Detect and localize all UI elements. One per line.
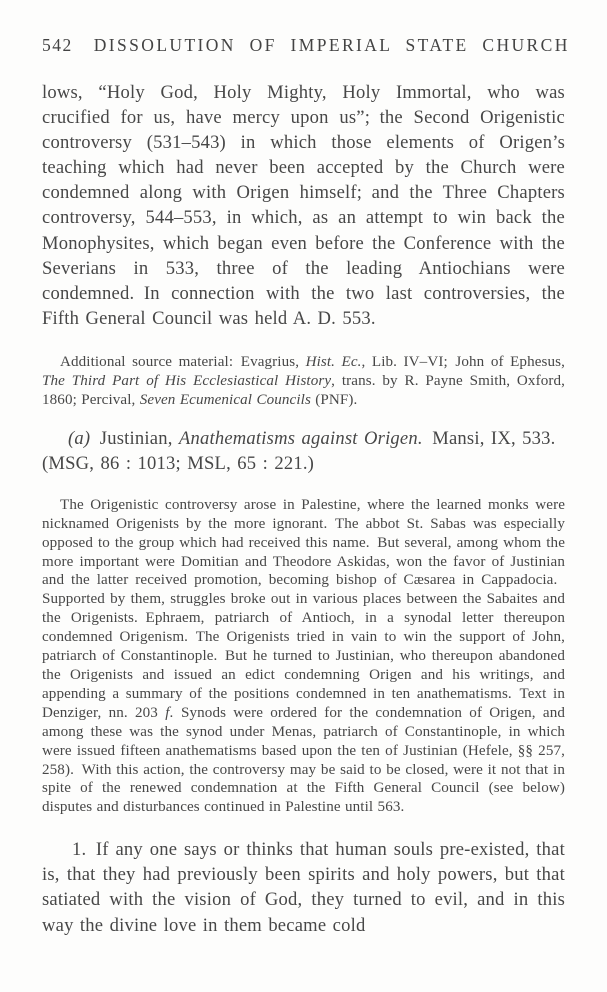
italic-text-run: The Third Part of His Ecclesiastical History	[42, 372, 332, 389]
section-heading	[42, 426, 565, 476]
italic-text-run: Hist. Ec.	[305, 353, 362, 370]
text-run: , Lib. IV–VI; John of Ephesus,	[361, 353, 565, 370]
source-note	[42, 353, 565, 410]
running-title: DISSOLUTION OF IMPERIAL STATE CHURCH	[93, 35, 570, 55]
page-header	[42, 35, 570, 56]
text-run: The Origenistic controversy arose in Palestine, where the learned monks were nicknamed Origenists by the more ignorant. The abbot St. Sabas was especially opposed to the group which had received this name. But several, among whom the more important were Domitian and Theodore Askidas, won the favor of Justinian and the latter received promotion, becoming bishop of Cæsarea in Cappadocia. Supported by them, struggles broke out in various places between the Sabaites and the Origenists. Ephraem, patriarch of Antioch, in a synodal letter thereupon condemned Origenism. The Origenists tried in vain to win the support of John, patriarch of Constantinople. But he turned to Justinian, who thereupon abandoned the Origenists and issued an edict condemning Origen and his writings, and appending a summary of the positions condemned in ten anathematisms. Text in Denziger, nn. 203	[42, 496, 565, 721]
anathematism-item-1	[42, 837, 565, 937]
italic-text-run: (a)	[68, 427, 91, 449]
italic-text-run: Anathematisms against Origen.	[178, 427, 423, 449]
text-run: Mansi, IX, 533. (MSG, 86 : 1013; MSL, 65 : 221.)	[42, 427, 565, 474]
italic-text-run: f	[165, 704, 170, 721]
text-run: lows, “Holy God, Holy Mighty, Holy Immortal, who was crucified for us, have mercy upon us”; the Second Origenistic controversy (531–543) in which those elements of Origen’s teaching which had never been accepted by the Church were condemned along with Origen himself; and the Three Chapters controversy, 544–553, in which, as an attempt to win back the Monophysites, which began even before the Conference with the Severians in 533, three of the leading Antiochians were condemned. In connection with the two last controversies, the Fifth General Council was held A. D. 553.	[42, 82, 565, 329]
text-run: Additional source material: Evagrius,	[60, 353, 306, 370]
text-run: 1. If any one says or thinks that human souls pre-existed, that is, that they had previously been spirits and holy powers, but that satiated with the vision of God, they turned to evil, and in this way the divine love in them became cold	[42, 839, 565, 936]
commentary-note	[42, 496, 565, 817]
text-run: (PNF).	[310, 391, 358, 408]
text-run: . Synods were ordered for the condemnation of Origen, and among these was the synod under Menas, patriarch of Constantinople, in which were issued fifteen anathematisms based upon the ten of Justinian (Hefele, §§ 257, 258). With this action, the controversy may be said to be closed, were it not that in spite of the renewed condemnation at the Fifth General Council (see below) disputes and disturbances continued in Palestine until 563.	[42, 704, 566, 816]
paragraph-continuation	[42, 80, 565, 331]
text-run: , trans. by R. Payne Smith, Oxford, 1860; Percival,	[42, 372, 566, 408]
text-run: Justinian,	[90, 427, 179, 449]
page-number: 542	[42, 35, 73, 55]
italic-text-run: Seven Ecumenical Councils	[139, 391, 311, 408]
